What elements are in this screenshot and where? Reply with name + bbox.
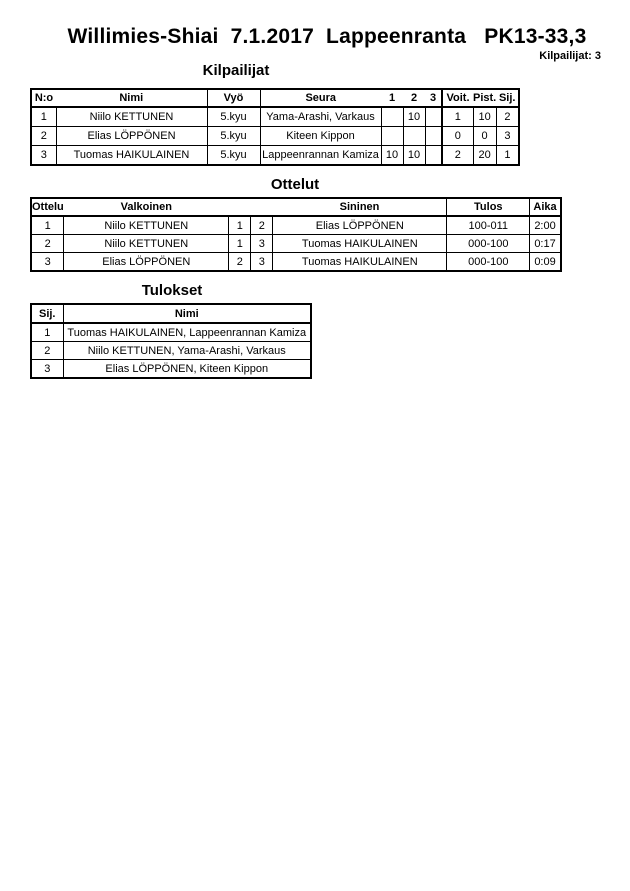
competitor-number-cell: 3 [31, 146, 56, 166]
competitor-club-cell: Kiteen Kippon [260, 127, 381, 146]
blue-player-number-cell: 3 [251, 253, 273, 272]
col-header-tulos: Tulos [447, 198, 530, 216]
placement-cell: 1 [496, 146, 519, 166]
competitor-belt-cell: 5.kyu [207, 107, 260, 127]
match-row [31, 235, 561, 253]
col-header-ottelu: Ottelu [32, 201, 64, 213]
competitor-row [31, 127, 519, 146]
competitor-name-cell: Elias LÖPPÖNEN [56, 127, 207, 146]
time-cell: 0:17 [530, 235, 561, 253]
col-header-round3: 3 [429, 92, 437, 104]
competitor-name-cell: Tuomas HAIKULAINEN [56, 146, 207, 166]
white-player-number-cell: 1 [229, 235, 251, 253]
competitor-row [31, 146, 519, 166]
result-row [31, 342, 311, 360]
match-number-cell: 2 [31, 235, 64, 253]
competitors-header-row [31, 89, 519, 107]
col-header-nimi: Nimi [119, 92, 144, 104]
match-row [31, 216, 561, 235]
points-cell: 0 [473, 127, 496, 146]
result-cell: 000-100 [447, 253, 530, 272]
competitor-club-cell: Yama-Arashi, Varkaus [260, 107, 381, 127]
blue-player-cell: Elias LÖPPÖNEN [273, 216, 447, 235]
matches-header-row [31, 198, 561, 216]
result-row [31, 323, 311, 342]
col-header-sij: Sij. [38, 307, 56, 320]
competitor-name-cell: Niilo KETTUNEN [56, 107, 207, 127]
col-header-no: N:o [34, 92, 54, 104]
competitor-count-label: Kilpailijat: 3 [539, 50, 601, 62]
white-player-cell: Niilo KETTUNEN [64, 235, 229, 253]
round3-score-cell [425, 127, 442, 146]
competitor-belt-cell: 5.kyu [207, 127, 260, 146]
competitors-table [30, 88, 520, 166]
blue-player-number-cell: 3 [251, 235, 273, 253]
result-cell: 100-011 [447, 216, 530, 235]
placement-cell: 3 [496, 127, 519, 146]
round2-score-cell: 10 [403, 146, 425, 166]
match-number-cell: 3 [31, 253, 64, 272]
white-player-number-cell: 1 [229, 216, 251, 235]
col-header-sij: Sij. [498, 92, 516, 104]
matches-table [30, 197, 562, 272]
round3-score-cell [425, 107, 442, 127]
round2-score-cell [403, 127, 425, 146]
col-header-aika: Aika [530, 198, 561, 216]
points-cell: 10 [473, 107, 496, 127]
round1-score-cell [381, 127, 403, 146]
col-header-valkoinen: Valkoinen [120, 201, 172, 213]
competitor-belt-cell: 5.kyu [207, 146, 260, 166]
result-cell: 000-100 [447, 235, 530, 253]
match-row [31, 253, 561, 272]
col-header-round1: 1 [388, 92, 396, 104]
round3-score-cell [425, 146, 442, 166]
results-table [30, 303, 312, 379]
blue-player-cell: Tuomas HAIKULAINEN [273, 253, 447, 272]
round1-score-cell [381, 107, 403, 127]
section-heading-kilpailijat: Kilpailijat [202, 62, 270, 79]
time-cell: 2:00 [530, 216, 561, 235]
blue-player-cell: Tuomas HAIKULAINEN [273, 235, 447, 253]
match-number-cell: 1 [31, 216, 64, 235]
competitor-row [31, 107, 519, 127]
white-player-cell: Elias LÖPPÖNEN [64, 253, 229, 272]
wins-cell: 2 [442, 146, 473, 166]
page-title: Willimies-Shiai 7.1.2017 Lappeenranta PK13-33,3 [67, 25, 587, 48]
wins-cell: 1 [442, 107, 473, 127]
wins-cell: 0 [442, 127, 473, 146]
col-header-round2: 2 [410, 92, 418, 104]
result-name-cell: Elias LÖPPÖNEN, Kiteen Kippon [63, 360, 311, 379]
placement-cell: 2 [496, 107, 519, 127]
col-header-pist: Pist. [473, 92, 497, 104]
col-header-voit: Voit. [442, 89, 473, 107]
time-cell: 0:09 [530, 253, 561, 272]
placement-cell: 2 [31, 342, 63, 360]
white-player-cell: Niilo KETTUNEN [64, 216, 229, 235]
col-header-nimi: Nimi [63, 304, 311, 323]
competitor-number-cell: 1 [31, 107, 56, 127]
col-header-seura: Seura [305, 92, 337, 104]
placement-cell: 3 [31, 360, 63, 379]
result-row [31, 360, 311, 379]
results-header-row [31, 304, 311, 323]
result-name-cell: Tuomas HAIKULAINEN, Lappeenrannan Kamiza [63, 323, 311, 342]
section-heading-tulokset: Tulokset [141, 282, 203, 299]
points-cell: 20 [473, 146, 496, 166]
round1-score-cell: 10 [381, 146, 403, 166]
white-player-number-cell: 2 [229, 253, 251, 272]
round2-score-cell: 10 [403, 107, 425, 127]
placement-cell: 1 [31, 323, 63, 342]
col-header-blue-number [251, 198, 273, 216]
result-name-cell: Niilo KETTUNEN, Yama-Arashi, Varkaus [63, 342, 311, 360]
competitor-club-cell: Lappeenrannan Kamiza [260, 146, 381, 166]
blue-player-number-cell: 2 [251, 216, 273, 235]
col-header-white-number [229, 198, 251, 216]
section-heading-ottelut: Ottelut [270, 176, 320, 193]
competitor-number-cell: 2 [31, 127, 56, 146]
col-header-sininen: Sininen [339, 201, 380, 213]
col-header-vyo: Vyö [207, 89, 260, 107]
